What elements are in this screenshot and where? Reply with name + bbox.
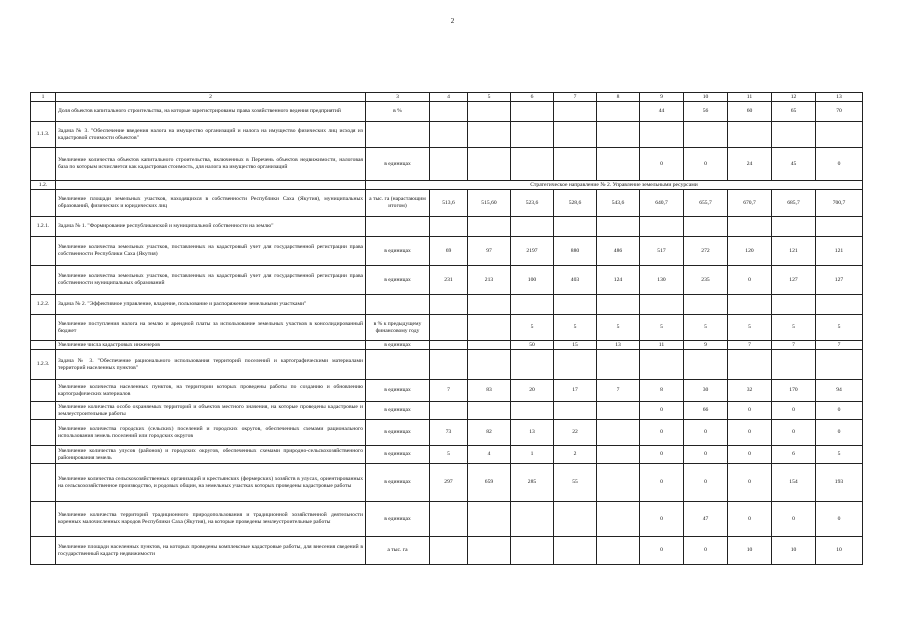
value-cell: 0 [816, 420, 863, 446]
table-row [31, 122, 863, 148]
value-cell: 517 [640, 237, 684, 266]
unit-cell: в единицах [366, 380, 430, 402]
table-row [31, 502, 863, 537]
value-cell [511, 295, 554, 315]
indicator-text: Доля объектов капитального строительства, на которые зарегистрированы права хозяйственного ведения предприятий [56, 102, 366, 122]
value-cell [684, 350, 728, 380]
row-code: 1.2. [31, 181, 56, 190]
value-cell: 4 [468, 446, 511, 464]
value-cell: 285 [511, 464, 554, 502]
value-cell: 120 [728, 237, 772, 266]
value-cell [430, 315, 468, 341]
value-cell: 0 [816, 402, 863, 420]
value-cell: 5 [640, 315, 684, 341]
value-cell [554, 295, 597, 315]
indicator-text: Увеличение количества земельных участков, поставленных на кадастровый учет для государственной регистрации права собственности Республики Саха (Якутия) [56, 237, 366, 266]
value-cell: 515,60 [468, 190, 511, 217]
column-number: 3 [366, 93, 430, 102]
row-code [31, 380, 56, 402]
value-cell [597, 148, 640, 181]
value-cell: 7 [772, 341, 816, 350]
value-cell: 2 [554, 446, 597, 464]
value-cell [597, 217, 640, 237]
indicator-text: Увеличение площади населенных пунктов, на которых проведены комплексные кадастровые работы, для внесения сведений в государственный кадастр недвижимости [56, 537, 366, 565]
value-cell [684, 295, 728, 315]
value-cell [468, 537, 511, 565]
value-cell [640, 217, 684, 237]
column-number: 11 [728, 93, 772, 102]
unit-cell: в единицах [366, 148, 430, 181]
unit-cell: в единицах [366, 446, 430, 464]
unit-cell: а тыс. га (нарастающим итогом) [366, 190, 430, 217]
value-cell: 56 [684, 102, 728, 122]
indicators-table [30, 92, 863, 565]
value-cell: 15 [554, 341, 597, 350]
value-cell [640, 122, 684, 148]
value-cell [430, 217, 468, 237]
value-cell: 0 [640, 148, 684, 181]
row-code [31, 537, 56, 565]
column-number: 4 [430, 93, 468, 102]
value-cell [684, 122, 728, 148]
value-cell: 0 [684, 420, 728, 446]
indicator-text [56, 181, 366, 190]
row-code [31, 341, 56, 350]
unit-cell [366, 295, 430, 315]
value-cell: 403 [554, 266, 597, 295]
unit-cell: в единицах [366, 266, 430, 295]
value-cell [597, 464, 640, 502]
column-number: 1 [31, 93, 56, 102]
value-cell: 0 [728, 266, 772, 295]
value-cell [554, 537, 597, 565]
value-cell [511, 350, 554, 380]
value-cell: 44 [640, 102, 684, 122]
value-cell [640, 295, 684, 315]
value-cell [511, 502, 554, 537]
unit-cell: в % [366, 102, 430, 122]
value-cell: 20 [511, 380, 554, 402]
indicator-text: Увеличение количества особо охраняемых территорий и объектов местного значения, на которые проведены кадастровые и землеустроительные работы [56, 402, 366, 420]
row-code: 1.2.3. [31, 350, 56, 380]
unit-cell: в % к предыдущему финансовому году [366, 315, 430, 341]
value-cell: 0 [684, 446, 728, 464]
value-cell: 22 [554, 420, 597, 446]
row-code [31, 148, 56, 181]
value-cell [430, 537, 468, 565]
indicator-text: Увеличение количества городских (сельских) поселений и городских округов, обеспеченных схемами рационального использования земель поселений или городских округов [56, 420, 366, 446]
value-cell: 24 [728, 148, 772, 181]
row-code [31, 464, 56, 502]
unit-cell [366, 217, 430, 237]
value-cell: 0 [640, 502, 684, 537]
value-cell: 0 [772, 402, 816, 420]
value-cell: 5 [554, 315, 597, 341]
value-cell: 231 [430, 266, 468, 295]
value-cell: 5 [597, 315, 640, 341]
value-cell: 170 [772, 380, 816, 402]
value-cell [816, 295, 863, 315]
value-cell: 272 [684, 237, 728, 266]
value-cell: 0 [640, 402, 684, 420]
value-cell [597, 295, 640, 315]
value-cell: 70 [816, 102, 863, 122]
value-cell: 121 [816, 237, 863, 266]
value-cell: 0 [772, 502, 816, 537]
value-cell: 100 [511, 266, 554, 295]
section-heading: Стратегическое направление № 2. Управление земельными ресурсами [366, 181, 863, 190]
value-cell: 193 [816, 464, 863, 502]
value-cell: 121 [772, 237, 816, 266]
table-row [31, 537, 863, 565]
value-cell: 130 [640, 266, 684, 295]
value-cell [554, 402, 597, 420]
row-code [31, 266, 56, 295]
value-cell [468, 315, 511, 341]
indicator-text: Увеличение количества земельных участков, поставленных на кадастровый учет для государственной регистрации права собственности муниципальных образований [56, 266, 366, 295]
unit-cell: в единицах [366, 420, 430, 446]
value-cell [511, 402, 554, 420]
value-cell: 66 [684, 402, 728, 420]
value-cell: 0 [640, 464, 684, 502]
value-cell: 127 [772, 266, 816, 295]
value-cell: 5 [772, 315, 816, 341]
value-cell: 17 [554, 380, 597, 402]
value-cell [468, 341, 511, 350]
value-cell [511, 537, 554, 565]
value-cell: 2197 [511, 237, 554, 266]
value-cell: 0 [684, 464, 728, 502]
table-row [31, 341, 863, 350]
value-cell [430, 122, 468, 148]
value-cell [430, 295, 468, 315]
value-cell [511, 102, 554, 122]
value-cell: 670,7 [728, 190, 772, 217]
indicator-text: Увеличение количества территорий традиционного природопользования и традиционной хозяйственной деятельности коренных малочисленных народов Республики Саха (Якутия), на которые проведены землеустроительные работы [56, 502, 366, 537]
value-cell [468, 102, 511, 122]
column-number: 2 [56, 93, 366, 102]
value-cell: 486 [597, 237, 640, 266]
value-cell: 640,7 [640, 190, 684, 217]
value-cell: 0 [640, 446, 684, 464]
table-row [31, 380, 863, 402]
value-cell: 13 [597, 341, 640, 350]
value-cell: 213 [468, 266, 511, 295]
value-cell: 5 [511, 315, 554, 341]
value-cell: 65 [772, 102, 816, 122]
row-code: 1.2.2. [31, 295, 56, 315]
value-cell [430, 350, 468, 380]
value-cell [684, 217, 728, 237]
column-number: 8 [597, 93, 640, 102]
column-number-row [31, 93, 863, 102]
table-row [31, 181, 863, 190]
value-cell [728, 122, 772, 148]
value-cell: 30 [684, 380, 728, 402]
value-cell [554, 502, 597, 537]
value-cell: 659 [468, 464, 511, 502]
column-number: 9 [640, 93, 684, 102]
row-code: 1.2.1. [31, 217, 56, 237]
value-cell: 0 [728, 446, 772, 464]
value-cell: 94 [816, 380, 863, 402]
value-cell [554, 122, 597, 148]
value-cell [772, 350, 816, 380]
value-cell: 700,7 [816, 190, 863, 217]
unit-cell: в единицах [366, 237, 430, 266]
value-cell [597, 502, 640, 537]
unit-cell: в единицах [366, 464, 430, 502]
table-row [31, 217, 863, 237]
indicator-text: Увеличение количества населенных пунктов, на территории которых проведены работы по созданию и обновлению картографических материалов [56, 380, 366, 402]
unit-cell: в единицах [366, 341, 430, 350]
value-cell: 5 [728, 315, 772, 341]
value-cell [430, 502, 468, 537]
column-number: 5 [468, 93, 511, 102]
value-cell: 10 [816, 537, 863, 565]
value-cell [554, 148, 597, 181]
value-cell: 47 [684, 502, 728, 537]
table-row [31, 102, 863, 122]
row-code [31, 502, 56, 537]
value-cell [816, 122, 863, 148]
value-cell: 7 [728, 341, 772, 350]
indicator-text: Задача № 3. "Обеспечение рационального использования территорий поселений и картографическими материалами территорий населенных пунктов" [56, 350, 366, 380]
value-cell [430, 102, 468, 122]
table-row [31, 402, 863, 420]
column-number: 7 [554, 93, 597, 102]
value-cell: 32 [728, 380, 772, 402]
column-number: 13 [816, 93, 863, 102]
value-cell: 235 [684, 266, 728, 295]
value-cell: 55 [554, 464, 597, 502]
column-number: 12 [772, 93, 816, 102]
value-cell: 0 [772, 420, 816, 446]
indicator-text: Увеличение количества сельскохозяйственных организаций и крестьянских (фермерских) хозяйств в улусах, ориентированных на сельскохозяйственное производство, и родовых общин, на земельных участках которых проведены кадастровые работы [56, 464, 366, 502]
indicator-text: Задача № 2. "Эффективное управление, владение, пользование и распоряжение земельными участками" [56, 295, 366, 315]
value-cell [728, 295, 772, 315]
value-cell: 60 [728, 102, 772, 122]
value-cell [468, 502, 511, 537]
value-cell: 655,7 [684, 190, 728, 217]
value-cell: 0 [728, 502, 772, 537]
value-cell: 45 [772, 148, 816, 181]
value-cell [430, 341, 468, 350]
table-row [31, 446, 863, 464]
table-row [31, 148, 863, 181]
table-row [31, 464, 863, 502]
value-cell [468, 295, 511, 315]
indicator-text: Увеличение площади земельных участков, находящихся в собственности Республики Саха (Якутия), муниципальных образований, физических и юридических лиц [56, 190, 366, 217]
indicator-text: Увеличение количества улусов (районов) и городских округов, обеспеченных схемами природно-сельскохозяйственного районирования земель [56, 446, 366, 464]
column-number: 6 [511, 93, 554, 102]
value-cell: 50 [511, 341, 554, 350]
table-row [31, 237, 863, 266]
value-cell [468, 350, 511, 380]
row-code [31, 237, 56, 266]
value-cell: 83 [468, 380, 511, 402]
unit-cell: в единицах [366, 502, 430, 537]
table-row [31, 420, 863, 446]
value-cell [511, 148, 554, 181]
value-cell: 7 [816, 341, 863, 350]
row-code: 1.1.3. [31, 122, 56, 148]
value-cell: 5 [816, 315, 863, 341]
value-cell: 5 [816, 446, 863, 464]
value-cell: 5 [430, 446, 468, 464]
value-cell [816, 350, 863, 380]
indicator-text: Задача № 1. "Формирование республиканской и муниципальной собственности на землю" [56, 217, 366, 237]
value-cell [554, 350, 597, 380]
value-cell: 0 [728, 420, 772, 446]
value-cell [554, 102, 597, 122]
value-cell: 0 [684, 148, 728, 181]
value-cell [468, 122, 511, 148]
value-cell: 127 [816, 266, 863, 295]
value-cell: 523,6 [511, 190, 554, 217]
value-cell [430, 402, 468, 420]
unit-cell: в единицах [366, 402, 430, 420]
value-cell: 73 [430, 420, 468, 446]
value-cell [816, 217, 863, 237]
value-cell: 6 [772, 446, 816, 464]
table-row [31, 315, 863, 341]
value-cell [597, 122, 640, 148]
value-cell [728, 350, 772, 380]
value-cell: 543,6 [597, 190, 640, 217]
value-cell: 513,6 [430, 190, 468, 217]
indicator-text: Задача № 3. "Обеспечение введения налога на имущество организаций и налога на имущество физических лиц исходя из кадастровой стоимости объектов" [56, 122, 366, 148]
column-number: 10 [684, 93, 728, 102]
row-code [31, 315, 56, 341]
value-cell: 0 [816, 502, 863, 537]
table-row [31, 295, 863, 315]
value-cell: 297 [430, 464, 468, 502]
value-cell: 0 [728, 402, 772, 420]
value-cell [597, 350, 640, 380]
value-cell: 13 [511, 420, 554, 446]
row-code [31, 446, 56, 464]
value-cell: 124 [597, 266, 640, 295]
value-cell: 528,6 [554, 190, 597, 217]
indicator-text: Увеличение количества объектов капитального строительства, включенных в Перечень объектов недвижимости, налоговая база по которым исчисляется как кадастровая стоимость, для налога на имущество организаций [56, 148, 366, 181]
value-cell [597, 102, 640, 122]
table-row [31, 266, 863, 295]
value-cell: 0 [684, 537, 728, 565]
value-cell: 9 [684, 341, 728, 350]
table-row [31, 350, 863, 380]
value-cell: 154 [772, 464, 816, 502]
row-code [31, 420, 56, 446]
table-row [31, 190, 863, 217]
value-cell: 7 [597, 380, 640, 402]
value-cell: 880 [554, 237, 597, 266]
value-cell: 0 [640, 537, 684, 565]
value-cell: 11 [640, 341, 684, 350]
value-cell: 69 [430, 237, 468, 266]
value-cell: 5 [684, 315, 728, 341]
indicator-text: Увеличение числа кадастровых инженеров [56, 341, 366, 350]
value-cell [728, 217, 772, 237]
value-cell [772, 122, 816, 148]
value-cell: 97 [468, 237, 511, 266]
value-cell: 82 [468, 420, 511, 446]
value-cell [511, 122, 554, 148]
row-code [31, 102, 56, 122]
value-cell [640, 350, 684, 380]
value-cell: 10 [772, 537, 816, 565]
unit-cell: а тыс. га [366, 537, 430, 565]
unit-cell [366, 350, 430, 380]
value-cell [468, 217, 511, 237]
page-number: 2 [450, 17, 455, 25]
row-code [31, 190, 56, 217]
value-cell [597, 537, 640, 565]
value-cell: 10 [728, 537, 772, 565]
value-cell [597, 446, 640, 464]
value-cell: 1 [511, 446, 554, 464]
value-cell [468, 148, 511, 181]
value-cell: 0 [816, 148, 863, 181]
value-cell: 0 [728, 464, 772, 502]
value-cell [772, 295, 816, 315]
row-code [31, 402, 56, 420]
value-cell [468, 402, 511, 420]
value-cell [554, 217, 597, 237]
value-cell [772, 217, 816, 237]
value-cell: 8 [640, 380, 684, 402]
value-cell [597, 402, 640, 420]
value-cell [430, 148, 468, 181]
unit-cell [366, 122, 430, 148]
value-cell [511, 217, 554, 237]
value-cell: 7 [430, 380, 468, 402]
value-cell: 0 [640, 420, 684, 446]
indicator-text: Увеличение поступления налога на землю и арендной платы за использование земельных участков в консолидированный бюджет [56, 315, 366, 341]
value-cell [597, 420, 640, 446]
value-cell: 685,7 [772, 190, 816, 217]
